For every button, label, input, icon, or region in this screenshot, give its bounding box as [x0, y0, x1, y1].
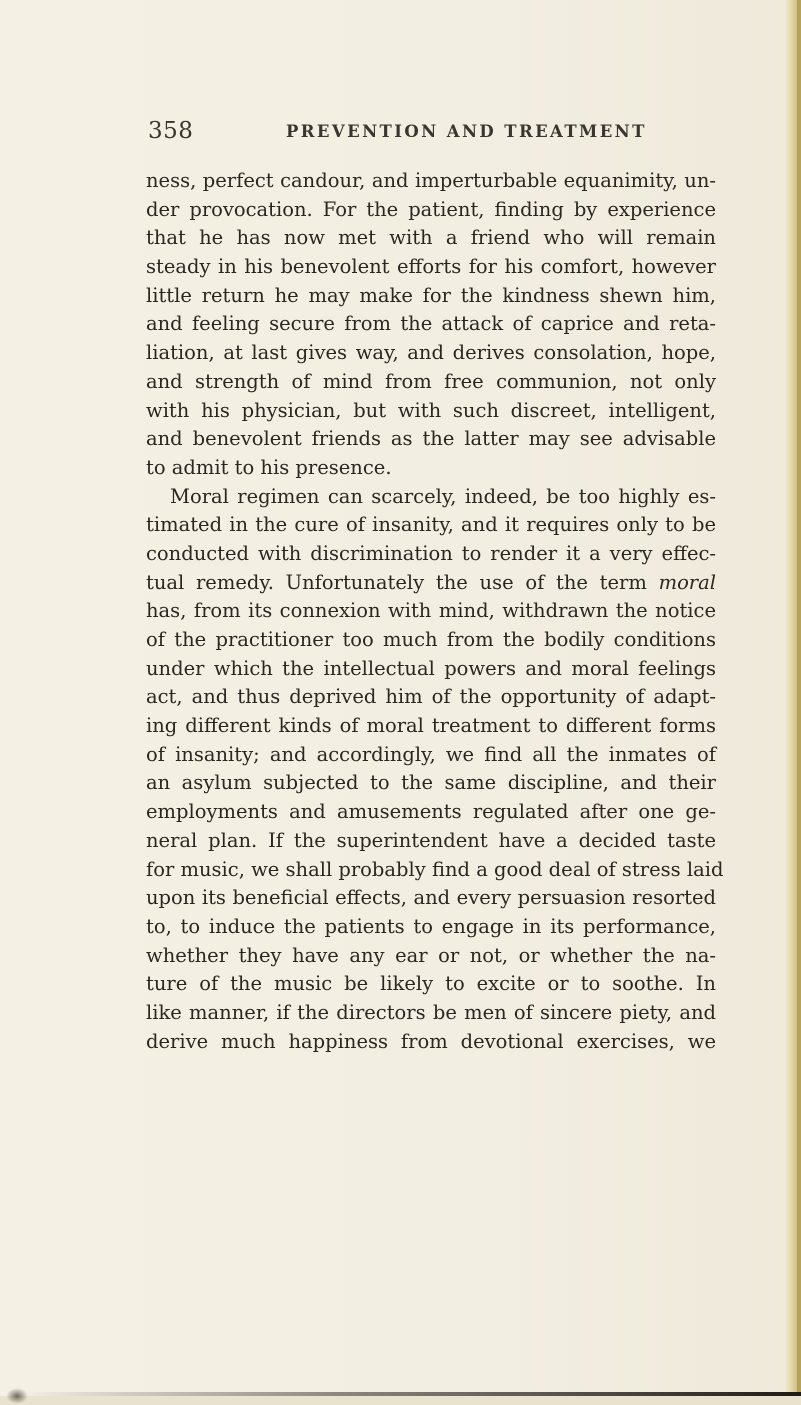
- page-header: [148, 118, 708, 154]
- text-line: and strength of mind from free communion, not only: [146, 369, 716, 393]
- text-line: that he has now met with a friend who will remain: [146, 226, 716, 250]
- text-line: liation, at last gives way, and derives consolation, hope,: [146, 341, 716, 365]
- text-line: ness, perfect candour, and imperturbable equanimity, un-: [146, 169, 716, 192]
- text-line: upon its beneficial effects, and every persuasion resorted: [146, 886, 716, 910]
- scan-speck: [6, 1388, 28, 1404]
- text-line: ture of the music be likely to excite or to soothe. In: [146, 972, 716, 996]
- text-line: an asylum subjected to the same discipline, and their: [146, 771, 716, 795]
- paragraph-start-line: Moral regimen can scarcely, indeed, be too highly es-: [170, 484, 716, 508]
- body-text: [146, 167, 724, 1056]
- text-line: derive much happiness from devotional exercises, we: [146, 1029, 716, 1053]
- text-line: der provocation. For the patient, finding by experience: [146, 197, 716, 221]
- page-bottom-edge: [20, 1392, 801, 1396]
- text-line: for music, we shall probably find a good deal of stress laid: [146, 857, 724, 881]
- running-head: PREVENTION AND TREATMENT: [286, 122, 647, 141]
- page-edge-binding: [797, 0, 801, 1405]
- text-line: employments and amusements regulated after one ge-: [146, 800, 716, 824]
- text-line: conducted with discrimination to render it a very effec-: [146, 541, 716, 565]
- text-line: whether they have any ear or not, or whether the na-: [146, 943, 716, 967]
- text-line: neral plan. If the superintendent have a decided taste: [146, 828, 716, 852]
- text-line: has, from its connexion with mind, withdrawn the notice: [146, 599, 716, 623]
- text-line: to, to induce the patients to engage in its performance,: [146, 914, 716, 938]
- italic-word: moral: [658, 570, 716, 594]
- text-line-with-italic: [146, 569, 716, 598]
- page-number: 358: [148, 118, 194, 144]
- page-bottom-margin: [0, 1396, 801, 1405]
- text-line: timated in the cure of insanity, and it requires only to be: [146, 513, 716, 537]
- text-line: act, and thus deprived him of the opportunity of adapt-: [146, 685, 716, 709]
- text-line: under which the intellectual powers and moral feelings: [146, 656, 716, 680]
- text-line: and feeling secure from the attack of caprice and reta-: [146, 312, 716, 336]
- text-line: steady in his benevolent efforts for his comfort, however: [146, 255, 716, 279]
- text-line: of insanity; and accordingly, we find all the inmates of: [146, 742, 716, 766]
- text-segment: tual remedy. Unfortunately the use of the term: [146, 570, 647, 594]
- text-line: little return he may make for the kindness shewn him,: [146, 283, 716, 307]
- text-line: like manner, if the directors be men of sincere piety, and: [146, 1000, 716, 1024]
- text-line: of the practitioner too much from the bodily conditions: [146, 628, 716, 651]
- text-line: with his physician, but with such discreet, intelligent,: [146, 398, 716, 422]
- text-line: ing different kinds of moral treatment to different forms: [146, 714, 716, 738]
- text-line: and benevolent friends as the latter may see advisable: [146, 427, 716, 451]
- text-line: to admit to his presence.: [146, 455, 392, 479]
